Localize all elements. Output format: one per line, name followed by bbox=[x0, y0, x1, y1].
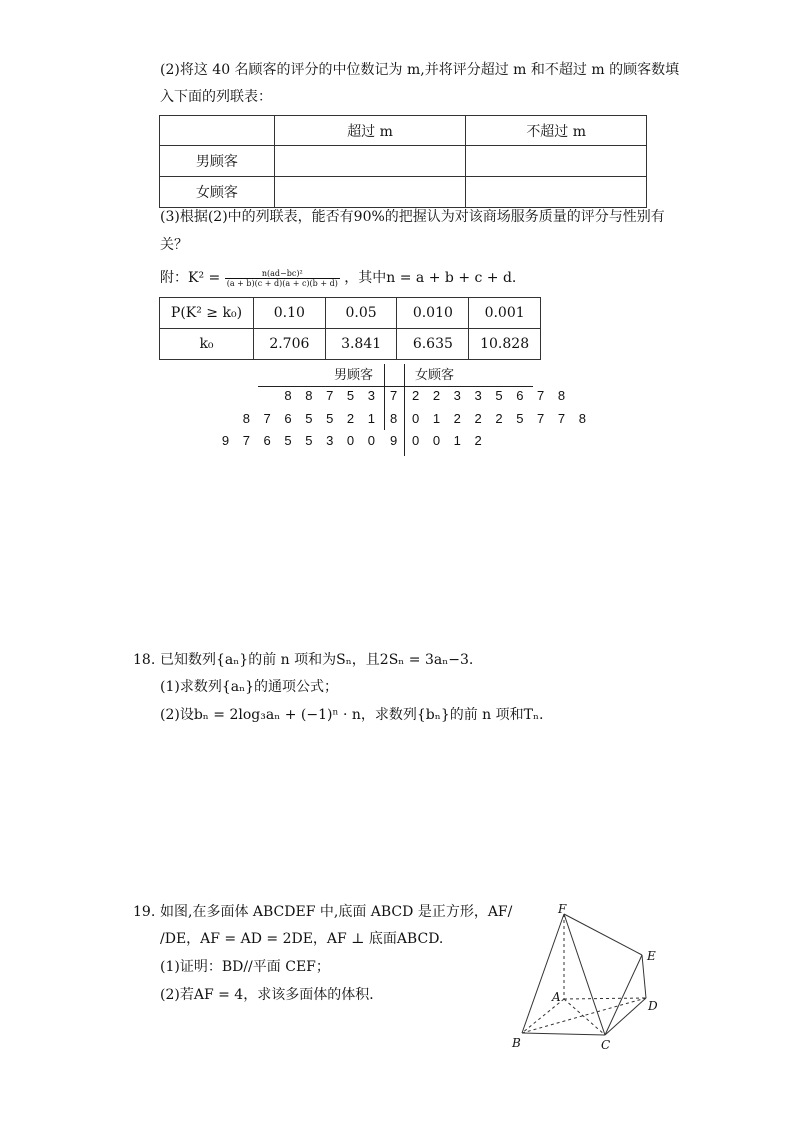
label-D: D bbox=[648, 999, 658, 1013]
stem-leaf-female-leaves: 0 1 2 2 2 5 7 7 8 bbox=[412, 411, 591, 426]
critical-value-table bbox=[159, 297, 541, 360]
critical-row-prob bbox=[160, 298, 541, 329]
q18-line2: (1)求数列{aₙ}的通项公式； bbox=[160, 679, 339, 695]
contingency-cell bbox=[466, 146, 647, 177]
critical-cell: 3.841 bbox=[325, 329, 397, 360]
stem-leaf-female-leaves: 0 0 1 2 bbox=[412, 433, 487, 448]
chi-square-formula bbox=[160, 266, 516, 290]
stem-leaf-plot bbox=[221, 364, 591, 456]
contingency-row-female bbox=[160, 177, 647, 208]
formula-denominator: (a + b)(c + d)(a + c)(b + d) bbox=[226, 278, 338, 288]
edge-AD bbox=[564, 998, 646, 999]
formula-numerator: n(ad−bc)² bbox=[225, 269, 340, 279]
label-C: C bbox=[601, 1038, 611, 1052]
q19-line2: /DE，AF = AD = 2DE，AF ⊥ 底面ABCD. bbox=[160, 931, 444, 947]
critical-cell: k₀ bbox=[160, 329, 254, 360]
stem-leaf-divider bbox=[258, 386, 533, 387]
stem-leaf-stem: 8 bbox=[390, 411, 398, 426]
contingency-header-not-exceed: 不超过 m bbox=[466, 116, 647, 146]
edge-FB bbox=[522, 914, 564, 1033]
q17-part3-line2: 关？ bbox=[160, 237, 188, 253]
q17-part2-line2: 入下面的列联表： bbox=[160, 89, 272, 105]
contingency-table bbox=[159, 115, 647, 208]
critical-cell: 0.05 bbox=[325, 298, 397, 329]
label-B: B bbox=[512, 1036, 521, 1050]
edge-EC bbox=[605, 955, 642, 1035]
stem-leaf-right-rule bbox=[404, 364, 405, 456]
q18-line1: 已知数列{aₙ}的前 n 项和为Sₙ，且2Sₙ = 3aₙ−3. bbox=[160, 652, 474, 668]
critical-cell: 10.828 bbox=[469, 329, 541, 360]
q18-number: 18. bbox=[133, 652, 156, 668]
contingency-cell bbox=[274, 177, 466, 208]
critical-cell: 0.10 bbox=[253, 298, 325, 329]
stem-leaf-male-header: 男顾客 bbox=[334, 367, 374, 382]
q19-line3: (1)证明：BD//平面 CEF； bbox=[160, 959, 330, 975]
critical-cell: 0.001 bbox=[469, 298, 541, 329]
stem-leaf-female-leaves: 2 2 3 3 5 6 7 8 bbox=[412, 388, 571, 403]
label-A: A bbox=[552, 990, 561, 1004]
contingency-header-row bbox=[160, 116, 647, 146]
q19-line1: 如图,在多面体 ABCDEF 中,底面 ABCD 是正方形，AF/ bbox=[160, 904, 513, 920]
edge-CD bbox=[605, 998, 646, 1035]
stem-leaf-left-rule bbox=[384, 364, 385, 430]
edge-BC bbox=[522, 1033, 605, 1035]
label-E: E bbox=[647, 949, 656, 963]
critical-cell: 2.706 bbox=[253, 329, 325, 360]
contingency-header-blank bbox=[160, 116, 275, 146]
stem-leaf-male-leaves: 9 7 6 5 5 3 0 0 bbox=[221, 433, 380, 448]
label-F: F bbox=[558, 902, 567, 916]
contingency-row-male bbox=[160, 146, 647, 177]
q18-line3: (2)设bₙ = 2log₃aₙ + (−1)ⁿ · n，求数列{bₙ}的前 n 项和Tₙ. bbox=[160, 707, 544, 723]
critical-row-k0 bbox=[160, 329, 541, 360]
edge-ED bbox=[642, 955, 646, 998]
stem-leaf-male-leaves: 8 7 6 5 5 2 1 bbox=[242, 411, 380, 426]
contingency-label-female: 女顾客 bbox=[160, 177, 275, 208]
contingency-header-exceed: 超过 m bbox=[274, 116, 466, 146]
stem-leaf-female-header: 女顾客 bbox=[415, 367, 455, 382]
stem-leaf-stem: 7 bbox=[390, 388, 398, 403]
critical-cell: 0.010 bbox=[397, 298, 469, 329]
q19-number: 19. bbox=[133, 904, 156, 920]
stem-leaf-stem: 9 bbox=[390, 433, 398, 448]
critical-cell: P(K² ≥ k₀) bbox=[160, 298, 254, 329]
contingency-cell bbox=[274, 146, 466, 177]
edge-BD bbox=[522, 998, 646, 1033]
contingency-label-male: 男顾客 bbox=[160, 146, 275, 177]
formula-suffix: ，其中n = a + b + c + d. bbox=[344, 270, 517, 286]
polyhedron-figure bbox=[505, 900, 670, 1055]
contingency-cell bbox=[466, 177, 647, 208]
formula-fraction bbox=[225, 269, 340, 288]
q17-part2-line1: (2)将这 40 名顾客的评分的中位数记为 m,并将评分超过 m 和不超过 m 的顾客数填 bbox=[160, 62, 680, 78]
q17-part3-line1: (3)根据(2)中的列联表，能否有90%的把握认为对该商场服务质量的评分与性别有 bbox=[160, 209, 665, 225]
formula-prefix: 附：K² = bbox=[160, 270, 221, 286]
q19-line4: (2)若AF = 4，求该多面体的体积． bbox=[160, 987, 384, 1003]
stem-leaf-male-leaves: 8 8 7 5 3 bbox=[284, 388, 380, 403]
critical-cell: 6.635 bbox=[397, 329, 469, 360]
